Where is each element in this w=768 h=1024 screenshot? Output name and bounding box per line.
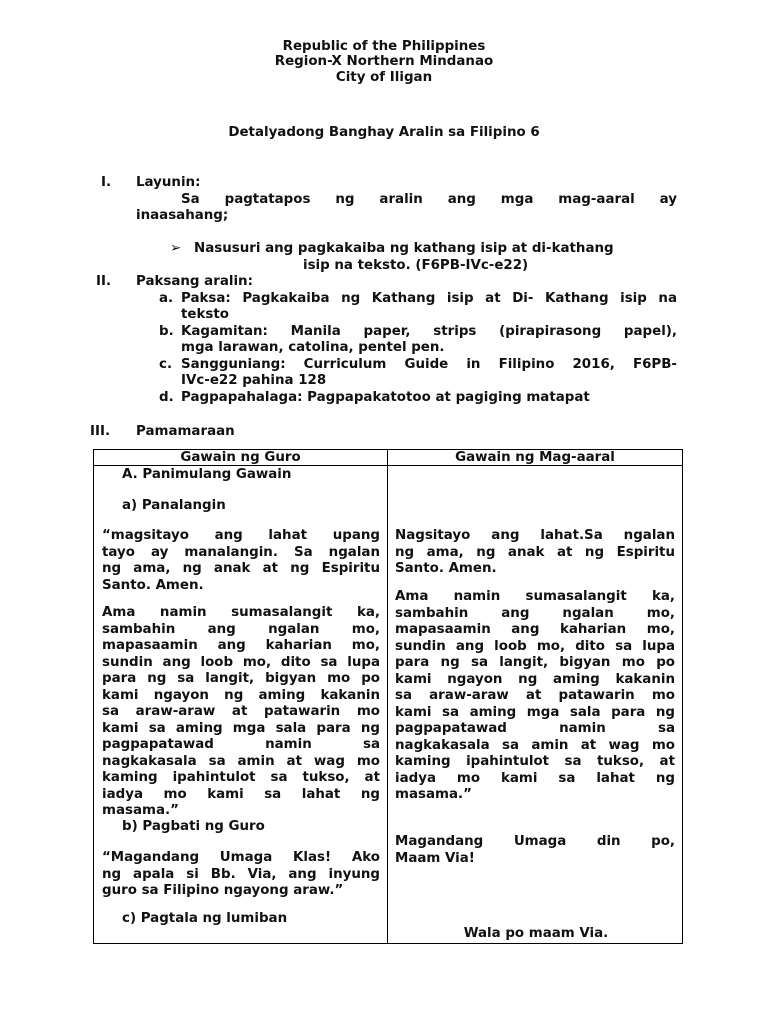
item-b-line2: mga larawan, catolina, pentel pen. (181, 340, 445, 355)
col-header-guro: Gawain ng Guro (94, 450, 388, 466)
text-line: sambahin ang ngalan mo, (102, 621, 380, 637)
text-line: ng ama, ng anak at ng Espiritu (102, 561, 380, 576)
section-3-title: Pamamaraan (136, 424, 235, 439)
text-line: nagkakasala sa amin at wag mo (395, 737, 675, 753)
section-1-title: Layunin: (136, 175, 201, 190)
text-line: para ng sa langit, bigyan mo po (102, 671, 380, 686)
item-d-line1: Pagpapahalaga: Pagpapakatotoo at pagiging matapat (181, 390, 590, 405)
guro-cell (94, 466, 388, 944)
section-1-number: I. (101, 175, 112, 190)
panimulang-gawain-heading: A. Panimulang Gawain (122, 467, 292, 482)
item-d-label: d. (159, 390, 174, 405)
item-c-line2: IVc-e22 pahina 128 (181, 373, 327, 388)
text-line: pagpapatawad namin sa (395, 721, 675, 736)
item-c-line1: Sangguniang: Curriculum Guide in Filipino 2016, F6PB- (181, 357, 677, 372)
text-line: Santo. Amen. (102, 577, 204, 593)
magaaral-cell (388, 466, 683, 944)
item-b-line1: Kagamitan: Manila paper, strips (pirapirasong papel), (181, 324, 677, 339)
text-line: sundin ang loob mo, dito sa lupa (102, 654, 380, 670)
header-line-region: Region-X Northern Mindanao (274, 54, 494, 69)
magaaral-cell-content (389, 467, 681, 942)
text-line: ng ama, ng anak at ng Espiritu (395, 544, 675, 560)
magaaral-prayer-text (395, 589, 675, 804)
section-3-number: III. (90, 424, 111, 439)
text-line: pagpapatawad namin sa (102, 737, 380, 752)
text-line: masama.” (102, 803, 179, 818)
text-line: sambahin ang ngalan mo, (395, 605, 675, 621)
guro-invite-text (102, 528, 380, 594)
text-line: kami sa aming mga sala para ng (395, 704, 675, 720)
guro-prayer-text (102, 605, 380, 820)
text-line: nagkakasala sa amin at wag mo (102, 753, 380, 769)
objective-line2: isip na teksto. (F6PB-IVc-e22) (303, 258, 529, 273)
text-line: Santo. Amen. (395, 561, 497, 576)
col-header-magaaral: Gawain ng Mag-aaral (388, 450, 683, 466)
text-line: kami ngayon ng aming kakanin (102, 687, 380, 703)
item-a-line2: teksto (181, 307, 229, 322)
text-line: Nagsitayo ang lahat.Sa ngalan (395, 528, 675, 543)
guro-greeting-text (102, 850, 380, 900)
text-line: para ng sa langit, bigyan mo po (395, 655, 675, 670)
item-a-label: a. (159, 291, 174, 306)
lesson-procedure-table (93, 449, 683, 944)
text-line: masama.” (395, 787, 472, 802)
text-line: “magsitayo ang lahat upang (102, 528, 380, 543)
text-line: Ama namin sumasalangit ka, (395, 589, 675, 604)
text-line: Maam Via! (395, 850, 475, 866)
arrow-bullet-icon: ➢ (170, 241, 182, 256)
pagtala-heading: c) Pagtala ng lumiban (122, 911, 288, 926)
section-2-number: II. (96, 274, 112, 289)
section-1-intro-line2: inaasahang; (136, 208, 229, 223)
pagbati-heading: b) Pagbati ng Guro (122, 819, 265, 834)
text-line: tayo ay manalangin. Sa ngalan (102, 544, 380, 560)
item-a-line1: Paksa: Pagkakaiba ng Kathang isip at Di- Kathang isip na (181, 291, 677, 306)
text-line: kaming ipahintulot sa tukso, at (102, 770, 380, 785)
section-1-intro-line1: Sa pagtatapos ng aralin ang mga mag-aaral ay (181, 192, 677, 207)
text-line: iadya mo kami sa lahat ng (102, 786, 380, 802)
text-line: mapasaamin ang kaharian mo, (395, 622, 675, 637)
text-line: sundin ang loob mo, dito sa lupa (395, 638, 675, 654)
panalangin-heading: a) Panalangin (122, 498, 226, 513)
text-line: guro sa Filipino ngayong araw.” (102, 883, 344, 898)
text-line: “Magandang Umaga Klas! Ako (102, 850, 380, 865)
header-line-republic: Republic of the Philippines (282, 39, 486, 54)
text-line: ng apala si Bb. Via, ang inyung (102, 866, 380, 882)
text-line: kami sa aming mga sala para ng (102, 720, 380, 736)
text-line: kami ngayon ng aming kakanin (395, 671, 675, 687)
magaaral-absent-text: Wala po maam Via. (463, 926, 609, 941)
text-line: sa araw-araw at patawarin mo (102, 704, 380, 719)
magaaral-greeting-text (395, 834, 675, 867)
section-2-title: Paksang aralin: (136, 274, 253, 289)
document-title: Detalyadong Banghay Aralin sa Filipino 6 (228, 125, 540, 140)
text-line: sa araw-araw at patawarin mo (395, 688, 675, 703)
text-line: Ama namin sumasalangit ka, (102, 605, 380, 620)
guro-cell-content (95, 467, 386, 942)
text-line: kaming ipahintulot sa tukso, at (395, 754, 675, 769)
item-c-label: c. (159, 357, 173, 372)
objective-line1: Nasusuri ang pagkakaiba ng kathang isip at di-kathang (194, 241, 614, 256)
header-line-city: City of Iligan (335, 70, 433, 85)
item-b-label: b. (159, 324, 174, 339)
text-line: mapasaamin ang kaharian mo, (102, 638, 380, 653)
text-line: iadya mo kami sa lahat ng (395, 770, 675, 786)
magaaral-response-text (395, 528, 675, 578)
text-line: Magandang Umaga din po, (395, 834, 675, 849)
